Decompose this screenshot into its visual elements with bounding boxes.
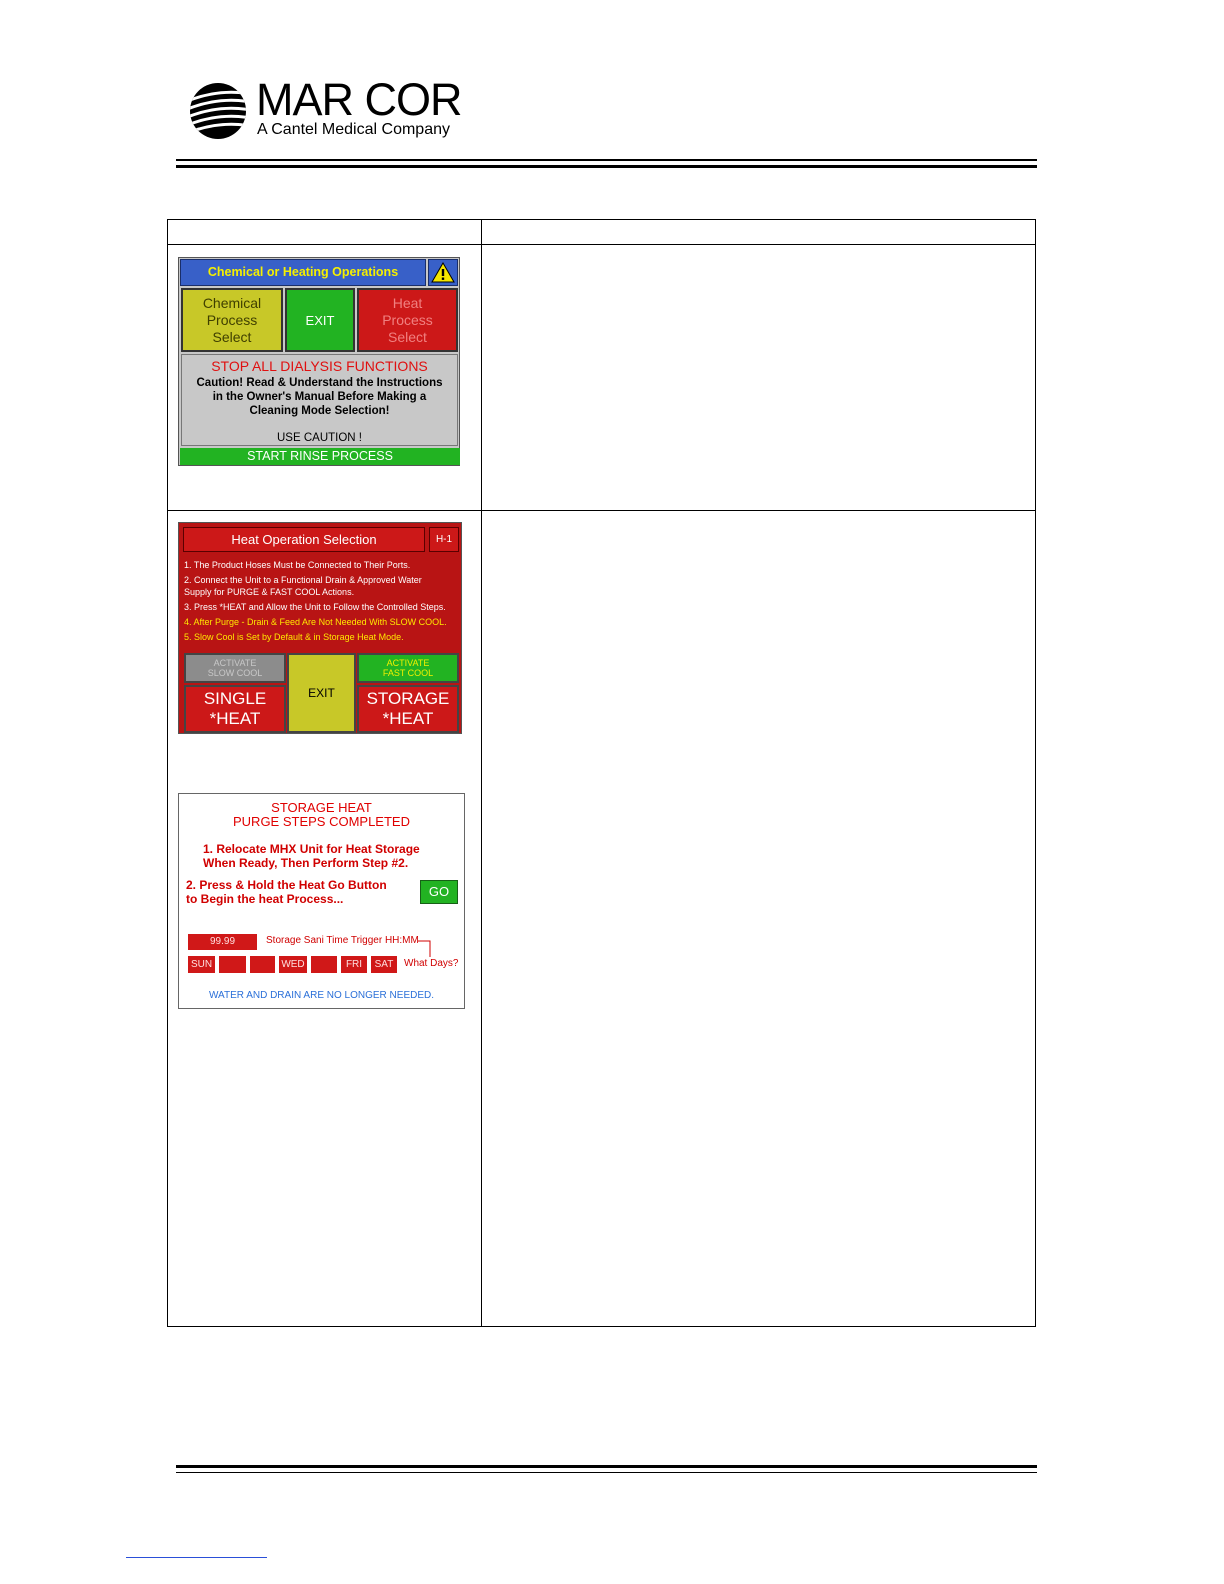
screen-title: Heat Operation Selection	[183, 527, 425, 552]
instruction-item: 5. Slow Cool is Set by Default & in Storage Heat Mode.	[184, 632, 404, 642]
instruction-item: 4. After Purge - Drain & Feed Are Not Needed With SLOW COOL.	[184, 617, 447, 627]
table-border-left	[167, 219, 168, 1327]
instruction-list	[184, 559, 460, 646]
storage-heat-heading: STORAGE HEAT PURGE STEPS COMPLETED	[233, 800, 410, 829]
caution-message-panel	[181, 354, 458, 446]
single-heat-button[interactable]: SINGLE *HEAT	[184, 685, 286, 733]
warning-icon	[428, 259, 458, 286]
heat-process-select-button[interactable]: Heat Process Select	[357, 288, 458, 352]
use-caution-text: USE CAUTION !	[277, 432, 362, 444]
storage-heat-button[interactable]: STORAGE *HEAT	[357, 685, 459, 733]
start-rinse-process-button[interactable]: START RINSE PROCESS	[180, 448, 460, 465]
instruction-item: 3. Press *HEAT and Allow the Unit to Follow the Controlled Steps.	[184, 602, 446, 612]
chemical-process-select-button[interactable]: Chemical Process Select	[181, 288, 283, 352]
header-rule-thin	[176, 159, 1037, 161]
screen-title: Chemical or Heating Operations	[180, 259, 426, 286]
activate-slow-cool-button[interactable]: ACTIVATE SLOW COOL	[184, 653, 286, 683]
table-border-bottom	[167, 1326, 1036, 1327]
sani-time-field[interactable]: 99.99	[188, 934, 257, 950]
table-border-top	[167, 219, 1036, 220]
sani-time-trigger-label: Storage Sani Time Trigger HH:MM	[266, 935, 419, 946]
header-rule-thick	[176, 165, 1037, 168]
footer-rule-thick	[176, 1465, 1037, 1468]
table-column-divider	[481, 219, 482, 1327]
marcor-logo-icon	[189, 82, 247, 140]
day-toggle-wed[interactable]: WED	[279, 956, 307, 973]
day-toggle-tue[interactable]	[250, 956, 275, 973]
footer-rule-thin	[176, 1472, 1037, 1473]
chemical-heating-operations-screen	[178, 257, 460, 466]
exit-button[interactable]: EXIT	[285, 288, 355, 352]
water-drain-notice: WATER AND DRAIN ARE NO LONGER NEEDED.	[208, 990, 435, 1001]
step-1-text: 1. Relocate MHX Unit for Heat Storage When Ready, Then Perform Step #2.	[203, 842, 420, 870]
heat-operation-selection-screen	[178, 522, 462, 734]
footer-link-underline	[126, 1557, 267, 1558]
exit-button[interactable]: EXIT	[287, 653, 356, 733]
day-toggle-thu[interactable]	[311, 956, 337, 973]
bracket-connector-icon	[418, 939, 434, 959]
day-toggle-mon[interactable]	[219, 956, 246, 973]
stop-dialysis-text: STOP ALL DIALYSIS FUNCTIONS	[211, 358, 428, 374]
table-border-right	[1035, 219, 1036, 1327]
table-header-divider	[167, 244, 1036, 245]
step-2-text: 2. Press & Hold the Heat Go Button to Begin the heat Process...	[186, 878, 387, 906]
what-days-label: What Days?	[404, 958, 459, 969]
day-toggle-sun[interactable]: SUN	[188, 956, 215, 973]
logo-tagline: A Cantel Medical Company	[257, 121, 450, 138]
day-toggle-sat[interactable]: SAT	[371, 956, 397, 973]
activate-fast-cool-button[interactable]: ACTIVATE FAST COOL	[357, 653, 459, 683]
storage-heat-screen	[178, 793, 465, 1009]
instruction-item: 1. The Product Hoses Must be Connected to Their Ports.	[184, 560, 411, 570]
heat-go-button[interactable]: GO	[420, 880, 458, 904]
logo-name: MAR COR	[256, 74, 462, 125]
day-toggle-fri[interactable]: FRI	[341, 956, 367, 973]
caution-text: Caution! Read & Understand the Instructions in the Owner's Manual Before Making a Cleaning Mode Selection!	[196, 377, 443, 417]
instruction-item: 2. Connect the Unit to a Functional Drain & Approved Water Supply for PURGE & FAST COOL Actions.	[184, 575, 422, 597]
table-row-divider	[167, 510, 1036, 511]
screen-code: H-1	[429, 527, 459, 552]
